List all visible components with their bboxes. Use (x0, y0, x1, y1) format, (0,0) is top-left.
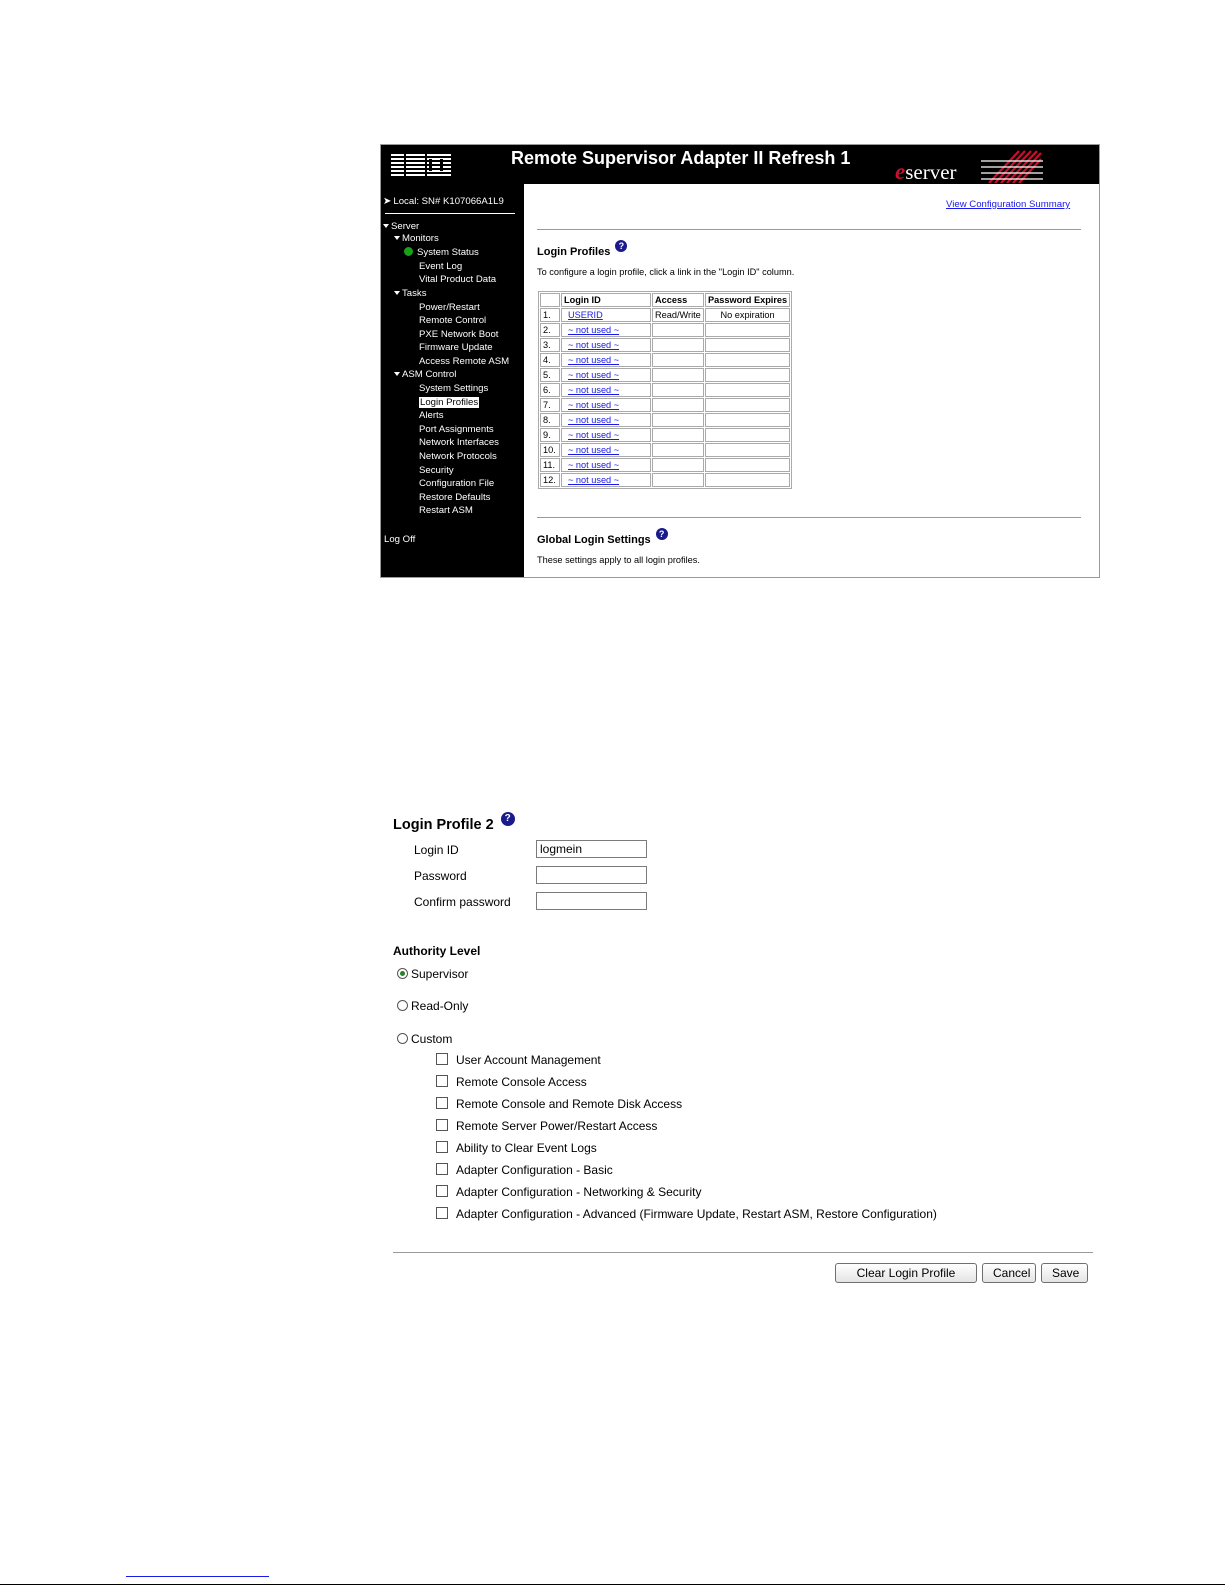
row-password-expires (705, 398, 790, 412)
nav-firmware-update[interactable]: Firmware Update (419, 342, 493, 353)
checkbox-box[interactable] (436, 1119, 448, 1131)
login-profiles-title: Login Profiles (537, 246, 611, 258)
header-banner (381, 145, 1099, 184)
nav-monitors[interactable] (394, 233, 439, 244)
row-password-expires (705, 368, 790, 382)
table-body (540, 308, 790, 487)
nav-login-profiles-selected: Login Profiles (420, 397, 479, 408)
row-login-id (561, 473, 651, 487)
table-row (540, 308, 790, 322)
row-password-expires (705, 428, 790, 442)
radio-read-only-button[interactable] (397, 1000, 408, 1011)
nav-alerts[interactable]: Alerts (419, 410, 444, 421)
sidebar-divider (385, 213, 515, 214)
nav-vital-product-data[interactable]: Vital Product Data (419, 274, 497, 285)
nav-access-remote-asm[interactable]: Access Remote ASM (419, 356, 510, 367)
help-icon[interactable]: ? (656, 528, 668, 540)
view-configuration-summary-link[interactable]: View Configuration Summary (946, 199, 1071, 210)
login-profile-2-title: Login Profile 2 (393, 817, 494, 833)
nav-asm-control-label: ASM Control (402, 369, 457, 380)
checkbox-box[interactable] (436, 1207, 448, 1219)
row-password-expires (705, 338, 790, 352)
table-row (540, 458, 790, 472)
checkbox-label: User Account Management (456, 1053, 601, 1067)
main-content (524, 184, 1099, 577)
row-login-id (561, 413, 651, 427)
row-login-id (561, 443, 651, 457)
login-profiles-heading (537, 240, 627, 258)
nav-restart-asm[interactable]: Restart ASM (419, 505, 473, 516)
row-password-expires (705, 383, 790, 397)
login-id-link[interactable]: ~ not used ~ (568, 340, 620, 350)
checkbox-box[interactable] (436, 1163, 448, 1175)
checkbox-box[interactable] (436, 1053, 448, 1065)
nav-system-status[interactable] (404, 247, 479, 258)
checkbox-label: Adapter Configuration - Networking & Security (456, 1185, 702, 1199)
clear-login-profile-button[interactable]: Clear Login Profile (835, 1263, 977, 1283)
login-id-link[interactable]: ~ not used ~ (568, 385, 620, 395)
table-row (540, 383, 790, 397)
arrow-right-icon: ➤ (383, 196, 392, 207)
row-access (652, 368, 704, 382)
checkbox-label: Remote Server Power/Restart Access (456, 1119, 658, 1133)
table-row (540, 323, 790, 337)
table-row (540, 398, 790, 412)
row-access (652, 413, 704, 427)
footnote-link-underline (126, 1576, 269, 1577)
row-number: 11. (540, 458, 560, 472)
table-row (540, 428, 790, 442)
password-input[interactable] (536, 866, 647, 884)
row-access (652, 383, 704, 397)
row-password-expires: No expiration (705, 308, 790, 322)
triangle-down-icon (383, 224, 389, 228)
checkbox-label: Adapter Configuration - Advanced (Firmware Update, Restart ASM, Restore Configuration) (456, 1207, 937, 1221)
global-login-settings-heading (537, 528, 668, 546)
row-number: 4. (540, 353, 560, 367)
login-id-link[interactable]: ~ not used ~ (568, 415, 620, 425)
table-row (540, 338, 790, 352)
row-login-id (561, 383, 651, 397)
radio-supervisor[interactable] (397, 967, 468, 981)
banner-title: Remote Supervisor Adapter II Refresh 1 (511, 148, 851, 168)
nav-monitors-label: Monitors (402, 233, 439, 244)
row-login-id (561, 353, 651, 367)
checkbox-remote-console-disk-access[interactable] (436, 1097, 682, 1111)
status-ok-icon (404, 247, 413, 256)
checkbox-label: Remote Console and Remote Disk Access (456, 1097, 683, 1111)
row-number: 9. (540, 428, 560, 442)
local-server-link[interactable] (383, 196, 504, 207)
triangle-down-icon (394, 372, 400, 376)
row-password-expires (705, 473, 790, 487)
radio-supervisor-label: Supervisor (411, 967, 469, 981)
row-number: 1. (540, 308, 560, 322)
login-id-link[interactable]: ~ not used ~ (568, 475, 620, 485)
row-password-expires (705, 443, 790, 457)
row-access: Read/Write (652, 308, 704, 322)
nav-server[interactable] (383, 221, 419, 232)
radio-supervisor-button[interactable] (397, 968, 408, 979)
nav-log-off[interactable]: Log Off (384, 534, 416, 545)
save-button[interactable]: Save (1041, 1263, 1088, 1283)
triangle-down-icon (394, 236, 400, 240)
eserver-logo-text: server (905, 160, 957, 184)
row-access (652, 353, 704, 367)
table-header-row (540, 293, 790, 307)
header-password-expires: Password Expires (705, 293, 790, 307)
login-id-link[interactable]: ~ not used ~ (568, 430, 620, 440)
login-profile-2-heading (393, 812, 515, 833)
eserver-logo (895, 159, 957, 185)
rsa-screenshot-login-profiles (380, 144, 1100, 578)
nav-pxe-network-boot[interactable]: PXE Network Boot (419, 329, 499, 340)
nav-tasks-label: Tasks (402, 288, 427, 299)
nav-system-settings[interactable]: System Settings (419, 383, 489, 394)
radio-read-only-label: Read-Only (411, 999, 469, 1013)
row-login-id (561, 338, 651, 352)
table-row (540, 473, 790, 487)
nav-remote-control[interactable]: Remote Control (419, 315, 487, 326)
radio-read-only[interactable] (397, 999, 468, 1013)
checkbox-clear-event-logs[interactable] (436, 1141, 597, 1155)
nav-system-status-label: System Status (417, 247, 479, 258)
checkbox-user-account-management[interactable] (436, 1053, 601, 1067)
row-number: 3. (540, 338, 560, 352)
global-settings-note: These settings apply to all login profiles. (537, 555, 700, 565)
section-divider (537, 229, 1081, 230)
row-login-id (561, 368, 651, 382)
header-access: Access (652, 293, 704, 307)
row-access (652, 458, 704, 472)
row-number: 2. (540, 323, 560, 337)
row-access (652, 443, 704, 457)
radio-custom[interactable] (397, 1032, 452, 1046)
section-divider (537, 517, 1081, 518)
nav-network-interfaces[interactable]: Network Interfaces (419, 437, 499, 448)
login-profiles-instructions: To configure a login profile, click a link in the "Login ID" column. (537, 267, 795, 277)
nav-event-log[interactable]: Event Log (419, 261, 463, 272)
checkbox-adapter-config-networking[interactable] (436, 1185, 701, 1199)
nav-port-assignments[interactable]: Port Assignments (419, 424, 494, 435)
nav-tasks[interactable] (394, 288, 427, 299)
checkbox-remote-server-power-restart[interactable] (436, 1119, 657, 1133)
login-id-link[interactable]: ~ not used ~ (568, 325, 620, 335)
row-login-id (561, 458, 651, 472)
row-login-id (561, 428, 651, 442)
checkbox-adapter-config-basic[interactable] (436, 1163, 613, 1177)
row-number: 5. (540, 368, 560, 382)
login-id-link[interactable]: USERID (568, 310, 603, 320)
triangle-down-icon (394, 291, 400, 295)
radio-custom-label: Custom (411, 1032, 453, 1046)
row-access (652, 338, 704, 352)
nav-server-label: Server (391, 221, 420, 232)
login-id-link[interactable]: ~ not used ~ (568, 370, 620, 380)
row-number: 12. (540, 473, 560, 487)
header-number (540, 293, 560, 307)
confirm-password-label: Confirm password (414, 895, 511, 909)
row-number: 6. (540, 383, 560, 397)
row-password-expires (705, 353, 790, 367)
decorative-stripes (981, 147, 1043, 183)
checkbox-adapter-config-advanced[interactable] (436, 1207, 937, 1221)
checkbox-remote-console-access[interactable] (436, 1075, 587, 1089)
local-server-label: Local: SN# K107066A1L9 (393, 196, 504, 207)
nav-configuration-file[interactable]: Configuration File (419, 478, 495, 489)
checkbox-label: Ability to Clear Event Logs (456, 1141, 597, 1155)
row-login-id (561, 398, 651, 412)
nav-login-profiles[interactable] (419, 397, 479, 408)
row-login-id (561, 308, 651, 322)
cancel-button[interactable]: Cancel (982, 1263, 1036, 1283)
login-profile-2-form (390, 800, 1095, 1292)
login-id-input[interactable] (536, 840, 647, 858)
row-access (652, 428, 704, 442)
login-id-link[interactable]: ~ not used ~ (568, 460, 620, 470)
checkbox-box[interactable] (436, 1075, 448, 1087)
row-access (652, 398, 704, 412)
checkbox-label: Remote Console Access (456, 1075, 587, 1089)
table-row (540, 413, 790, 427)
help-icon[interactable]: ? (501, 812, 515, 826)
table-row (540, 353, 790, 367)
login-id-link[interactable]: ~ not used ~ (568, 400, 620, 410)
table-row (540, 368, 790, 382)
radio-custom-button[interactable] (397, 1033, 408, 1044)
form-divider (393, 1252, 1093, 1253)
checkbox-box[interactable] (436, 1141, 448, 1153)
nav-security[interactable]: Security (419, 465, 454, 476)
login-id-link[interactable]: ~ not used ~ (568, 355, 620, 365)
eserver-logo-e: e (895, 159, 906, 184)
row-number: 8. (540, 413, 560, 427)
checkbox-box[interactable] (436, 1185, 448, 1197)
row-number: 10. (540, 443, 560, 457)
row-password-expires (705, 323, 790, 337)
login-id-link[interactable]: ~ not used ~ (568, 445, 620, 455)
nav-network-protocols[interactable]: Network Protocols (419, 451, 497, 462)
confirm-password-input[interactable] (536, 892, 647, 910)
checkbox-box[interactable] (436, 1097, 448, 1109)
ibm-logo (391, 150, 453, 180)
row-access (652, 473, 704, 487)
row-password-expires (705, 458, 790, 472)
global-login-settings-title: Global Login Settings (537, 534, 651, 546)
authority-level-title: Authority Level (393, 944, 481, 958)
row-login-id (561, 323, 651, 337)
table-row (540, 443, 790, 457)
row-number: 7. (540, 398, 560, 412)
nav-power-restart[interactable]: Power/Restart (419, 302, 480, 313)
row-access (652, 323, 704, 337)
nav-restore-defaults[interactable]: Restore Defaults (419, 492, 491, 503)
row-password-expires (705, 413, 790, 427)
navigation-sidebar (381, 184, 524, 577)
header-login-id: Login ID (561, 293, 651, 307)
checkbox-label: Adapter Configuration - Basic (456, 1163, 613, 1177)
login-profiles-table (538, 291, 792, 489)
password-label: Password (414, 869, 467, 883)
nav-asm-control[interactable] (394, 369, 456, 380)
login-id-label: Login ID (414, 843, 459, 857)
help-icon[interactable]: ? (615, 240, 627, 252)
